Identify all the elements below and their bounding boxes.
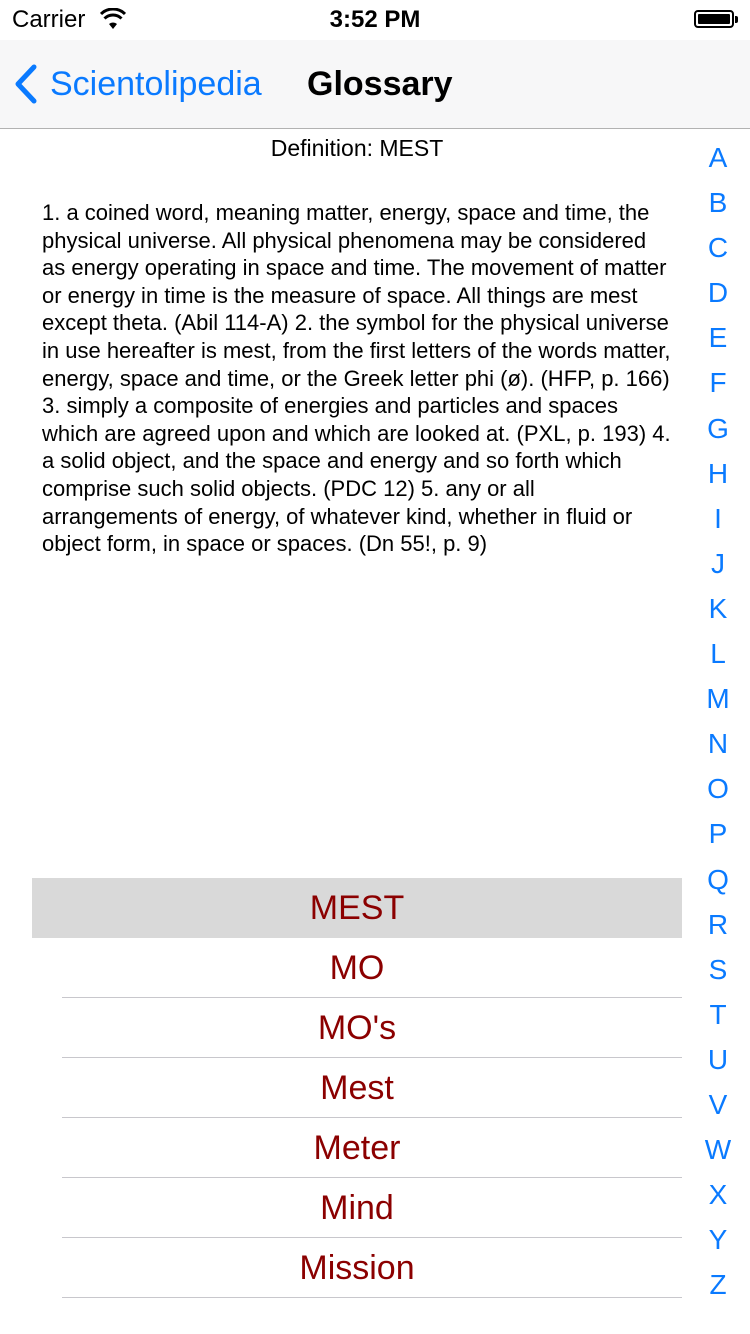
navigation-bar bbox=[0, 40, 750, 129]
index-letter[interactable]: K bbox=[708, 592, 728, 624]
index-letter[interactable]: U bbox=[707, 1043, 729, 1075]
term-list-item[interactable] bbox=[32, 878, 682, 938]
index-letter[interactable]: P bbox=[708, 818, 728, 850]
back-button[interactable] bbox=[14, 40, 262, 128]
index-letter[interactable]: X bbox=[708, 1179, 728, 1211]
carrier-label: Carrier bbox=[12, 6, 86, 33]
term-list bbox=[32, 878, 682, 1298]
term-label: Mission bbox=[299, 1249, 415, 1287]
index-letter[interactable]: W bbox=[704, 1134, 732, 1166]
index-letter[interactable]: B bbox=[708, 187, 728, 219]
index-letter[interactable]: O bbox=[707, 773, 729, 805]
index-letter[interactable]: A bbox=[708, 142, 728, 173]
term-list-item[interactable] bbox=[32, 1118, 682, 1178]
index-letter[interactable]: E bbox=[708, 322, 728, 354]
status-time: 3:52 PM bbox=[329, 6, 421, 33]
row-separator bbox=[62, 1297, 682, 1298]
alphabet-index bbox=[690, 140, 746, 1312]
index-letter[interactable]: M bbox=[706, 683, 730, 715]
term-label: MO bbox=[329, 949, 385, 987]
page-title: Glossary bbox=[307, 65, 453, 103]
term-list-item[interactable] bbox=[32, 1058, 682, 1118]
index-letter[interactable]: Q bbox=[707, 863, 729, 895]
back-button-label: Scientolipedia bbox=[50, 64, 262, 103]
index-letter[interactable]: T bbox=[709, 998, 727, 1030]
index-letter[interactable]: C bbox=[707, 232, 729, 264]
term-list-item[interactable] bbox=[32, 1238, 682, 1298]
battery-icon bbox=[694, 10, 738, 30]
term-list-item[interactable] bbox=[32, 1178, 682, 1238]
index-letter[interactable]: H bbox=[707, 457, 729, 489]
term-list-item[interactable] bbox=[32, 998, 682, 1058]
index-letter[interactable]: J bbox=[711, 547, 725, 579]
term-label: MEST bbox=[309, 889, 405, 927]
index-letter[interactable]: S bbox=[708, 953, 728, 985]
term-label: Mind bbox=[320, 1189, 394, 1227]
index-letter[interactable]: N bbox=[707, 728, 729, 760]
index-letter[interactable]: V bbox=[708, 1088, 728, 1120]
definition-title: Definition: MEST bbox=[270, 135, 444, 161]
term-label: Meter bbox=[313, 1129, 401, 1167]
index-letter[interactable]: I bbox=[714, 502, 722, 534]
index-letter[interactable]: G bbox=[707, 412, 729, 444]
status-bar bbox=[0, 0, 750, 40]
index-letter[interactable]: Z bbox=[709, 1269, 727, 1301]
index-letter[interactable]: Y bbox=[708, 1224, 728, 1256]
index-letter[interactable]: F bbox=[709, 367, 727, 399]
index-letter[interactable]: L bbox=[710, 638, 726, 670]
term-label: MO's bbox=[317, 1009, 397, 1047]
index-letter[interactable]: R bbox=[707, 908, 729, 940]
index-letter[interactable]: D bbox=[707, 277, 729, 309]
definition-text: 1. a coined word, meaning matter, energy, space and time, the physical universe. All physical phenomena may be considered as energy operating in space and time. The movement of matter or energy in time is the measure of space. All things are mest except theta. (Abil 114-A) 2. the symbol for the physical universe in use hereafter is mest, from the first letters of the words matter, energy, space and time, or the Greek letter phi (ø). (HFP, p. 166) 3. simply a composite of energies and particles and spaces which are agreed upon and which are looked at. (PXL, p. 193) 4. a solid object, and the space and energy and so forth which comprise such solid objects. (PDC 12) 5. any or all arrangements of energy, of whatever kind, whether in fluid or object form, in space or spaces. (Dn 55!, p. 9) bbox=[42, 200, 671, 557]
term-list-item[interactable] bbox=[32, 938, 682, 998]
chevron-left-icon bbox=[14, 64, 38, 104]
term-label: Mest bbox=[320, 1069, 394, 1107]
